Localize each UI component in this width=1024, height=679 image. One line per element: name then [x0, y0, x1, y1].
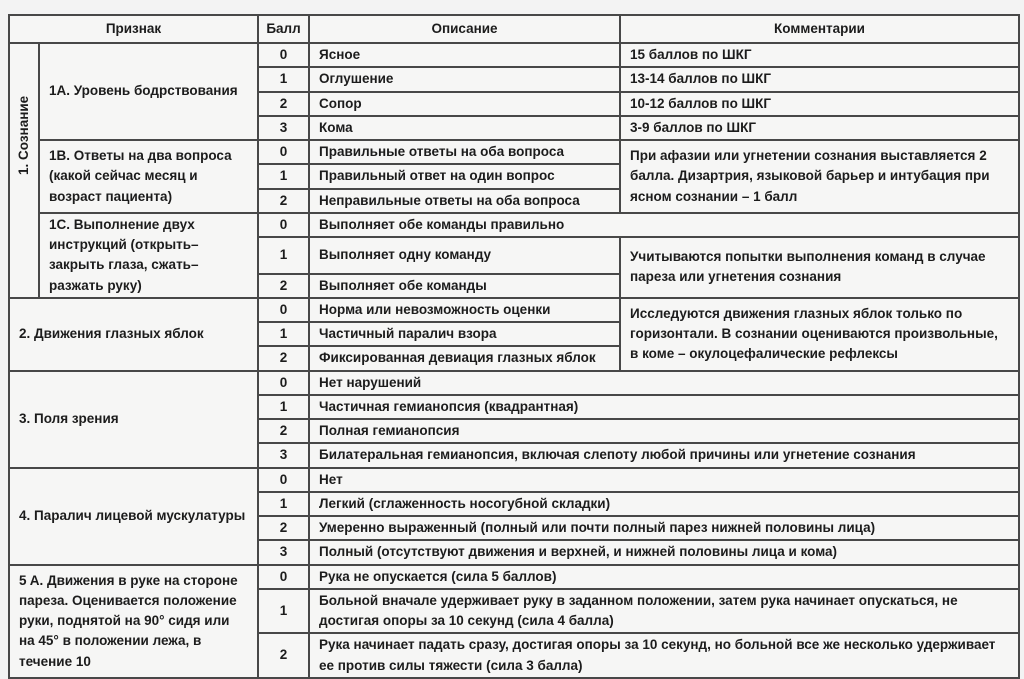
- sign-label-cell: 2. Движения глазных яблок: [9, 298, 258, 371]
- description-cell: Выполняет одну команду: [309, 237, 620, 274]
- description-cell: Правильный ответ на один вопрос: [309, 164, 620, 188]
- header-comments: Комментарии: [620, 15, 1019, 43]
- score-cell: 0: [258, 468, 309, 492]
- score-cell: 2: [258, 189, 309, 213]
- table-row: [9, 43, 1019, 67]
- description-cell: Норма или невозможность оценки: [309, 298, 620, 322]
- description-cell: Нет нарушений: [309, 371, 1019, 395]
- comment-cell: 3-9 баллов по ШКГ: [620, 116, 1019, 140]
- score-cell: 3: [258, 540, 309, 564]
- description-cell: Правильные ответы на оба вопроса: [309, 140, 620, 164]
- description-cell: Выполняет обе команды: [309, 274, 620, 298]
- description-cell: Полная гемианопсия: [309, 419, 1019, 443]
- description-cell: Частичный паралич взора: [309, 322, 620, 346]
- table-row: [9, 371, 1019, 395]
- score-cell: 3: [258, 443, 309, 467]
- comment-cell: При афазии или угнетении сознания выставляется 2 балла. Дизартрия, языковой барьер и интубация при ясном сознании – 1 балл: [620, 140, 1019, 213]
- table-row: [9, 140, 1019, 164]
- description-cell: Нет: [309, 468, 1019, 492]
- description-cell: Легкий (сглаженность носогубной складки): [309, 492, 1019, 516]
- score-cell: 2: [258, 346, 309, 370]
- comment-cell: Исследуются движения глазных яблок только по горизонтали. В сознании оцениваются произвольные, в коме – окулоцефалические рефлексы: [620, 298, 1019, 371]
- sign-label-cell: 1A. Уровень бодрствования: [39, 43, 258, 140]
- sign-label-cell: 1C. Выполнение двух инструкций (открыть–закрыть глаза, сжать–разжать руку): [39, 213, 258, 298]
- score-cell: 0: [258, 298, 309, 322]
- score-cell: 2: [258, 274, 309, 298]
- description-cell: Рука не опускается (сила 5 баллов): [309, 565, 1019, 589]
- description-cell: Рука начинает падать сразу, достигая опоры за 10 секунд, но больной все же несколько удерживает ее против силы тяжести (сила 3 балла): [309, 633, 1019, 678]
- sign-label-cell: 1B. Ответы на два вопроса (какой сейчас месяц и возраст пациента): [39, 140, 258, 213]
- comment-cell: Учитываются попытки выполнения команд в случае пареза или угнетения сознания: [620, 237, 1019, 298]
- score-cell: 1: [258, 237, 309, 274]
- sign-label-cell: 5 A. Движения в руке на стороне пареза. Оценивается положение руки, поднятой на 90° сидя или на 45° в положении лежа, в течение 10: [9, 565, 258, 678]
- description-cell: Выполняет обе команды правильно: [309, 213, 1019, 237]
- score-cell: 0: [258, 565, 309, 589]
- description-cell: Билатеральная гемианопсия, включая слепоту любой причины или угнетение сознания: [309, 443, 1019, 467]
- sign-label-cell: 4. Паралич лицевой мускулатуры: [9, 468, 258, 565]
- description-cell: Ясное: [309, 43, 620, 67]
- group-consciousness-label: 1. Сознание: [16, 96, 31, 176]
- score-cell: 1: [258, 164, 309, 188]
- score-cell: 0: [258, 140, 309, 164]
- score-cell: 2: [258, 516, 309, 540]
- table-row: [9, 565, 1019, 589]
- header-row: [9, 15, 1019, 43]
- header-score: Балл: [258, 15, 309, 43]
- comment-cell: 13-14 баллов по ШКГ: [620, 67, 1019, 91]
- score-cell: 1: [258, 492, 309, 516]
- table-row: [9, 468, 1019, 492]
- score-cell: 2: [258, 419, 309, 443]
- score-cell: 0: [258, 371, 309, 395]
- description-cell: Полный (отсутствуют движения и верхней, и нижней половины лица и кома): [309, 540, 1019, 564]
- header-sign: Признак: [9, 15, 258, 43]
- comment-cell: 10-12 баллов по ШКГ: [620, 92, 1019, 116]
- score-cell: 2: [258, 92, 309, 116]
- description-cell: Кома: [309, 116, 620, 140]
- score-cell: 1: [258, 67, 309, 91]
- score-cell: 0: [258, 213, 309, 237]
- group-consciousness-cell: [9, 43, 39, 298]
- nihss-table: [8, 14, 1020, 679]
- description-cell: Фиксированная девиация глазных яблок: [309, 346, 620, 370]
- score-cell: 1: [258, 395, 309, 419]
- description-cell: Оглушение: [309, 67, 620, 91]
- description-cell: Больной вначале удерживает руку в заданном положении, затем рука начинает опускаться, не достигая опоры за 10 секунд (сила 4 балла): [309, 589, 1019, 634]
- header-description: Описание: [309, 15, 620, 43]
- comment-cell: 15 баллов по ШКГ: [620, 43, 1019, 67]
- score-cell: 3: [258, 116, 309, 140]
- description-cell: Умеренно выраженный (полный или почти полный парез нижней половины лица): [309, 516, 1019, 540]
- description-cell: Сопор: [309, 92, 620, 116]
- description-cell: Частичная гемианопсия (квадрантная): [309, 395, 1019, 419]
- score-cell: 1: [258, 322, 309, 346]
- table-row: [9, 213, 1019, 237]
- table-row: [9, 298, 1019, 322]
- score-cell: 0: [258, 43, 309, 67]
- sign-label-cell: 3. Поля зрения: [9, 371, 258, 468]
- description-cell: Неправильные ответы на оба вопроса: [309, 189, 620, 213]
- score-cell: 1: [258, 589, 309, 634]
- score-cell: 2: [258, 633, 309, 678]
